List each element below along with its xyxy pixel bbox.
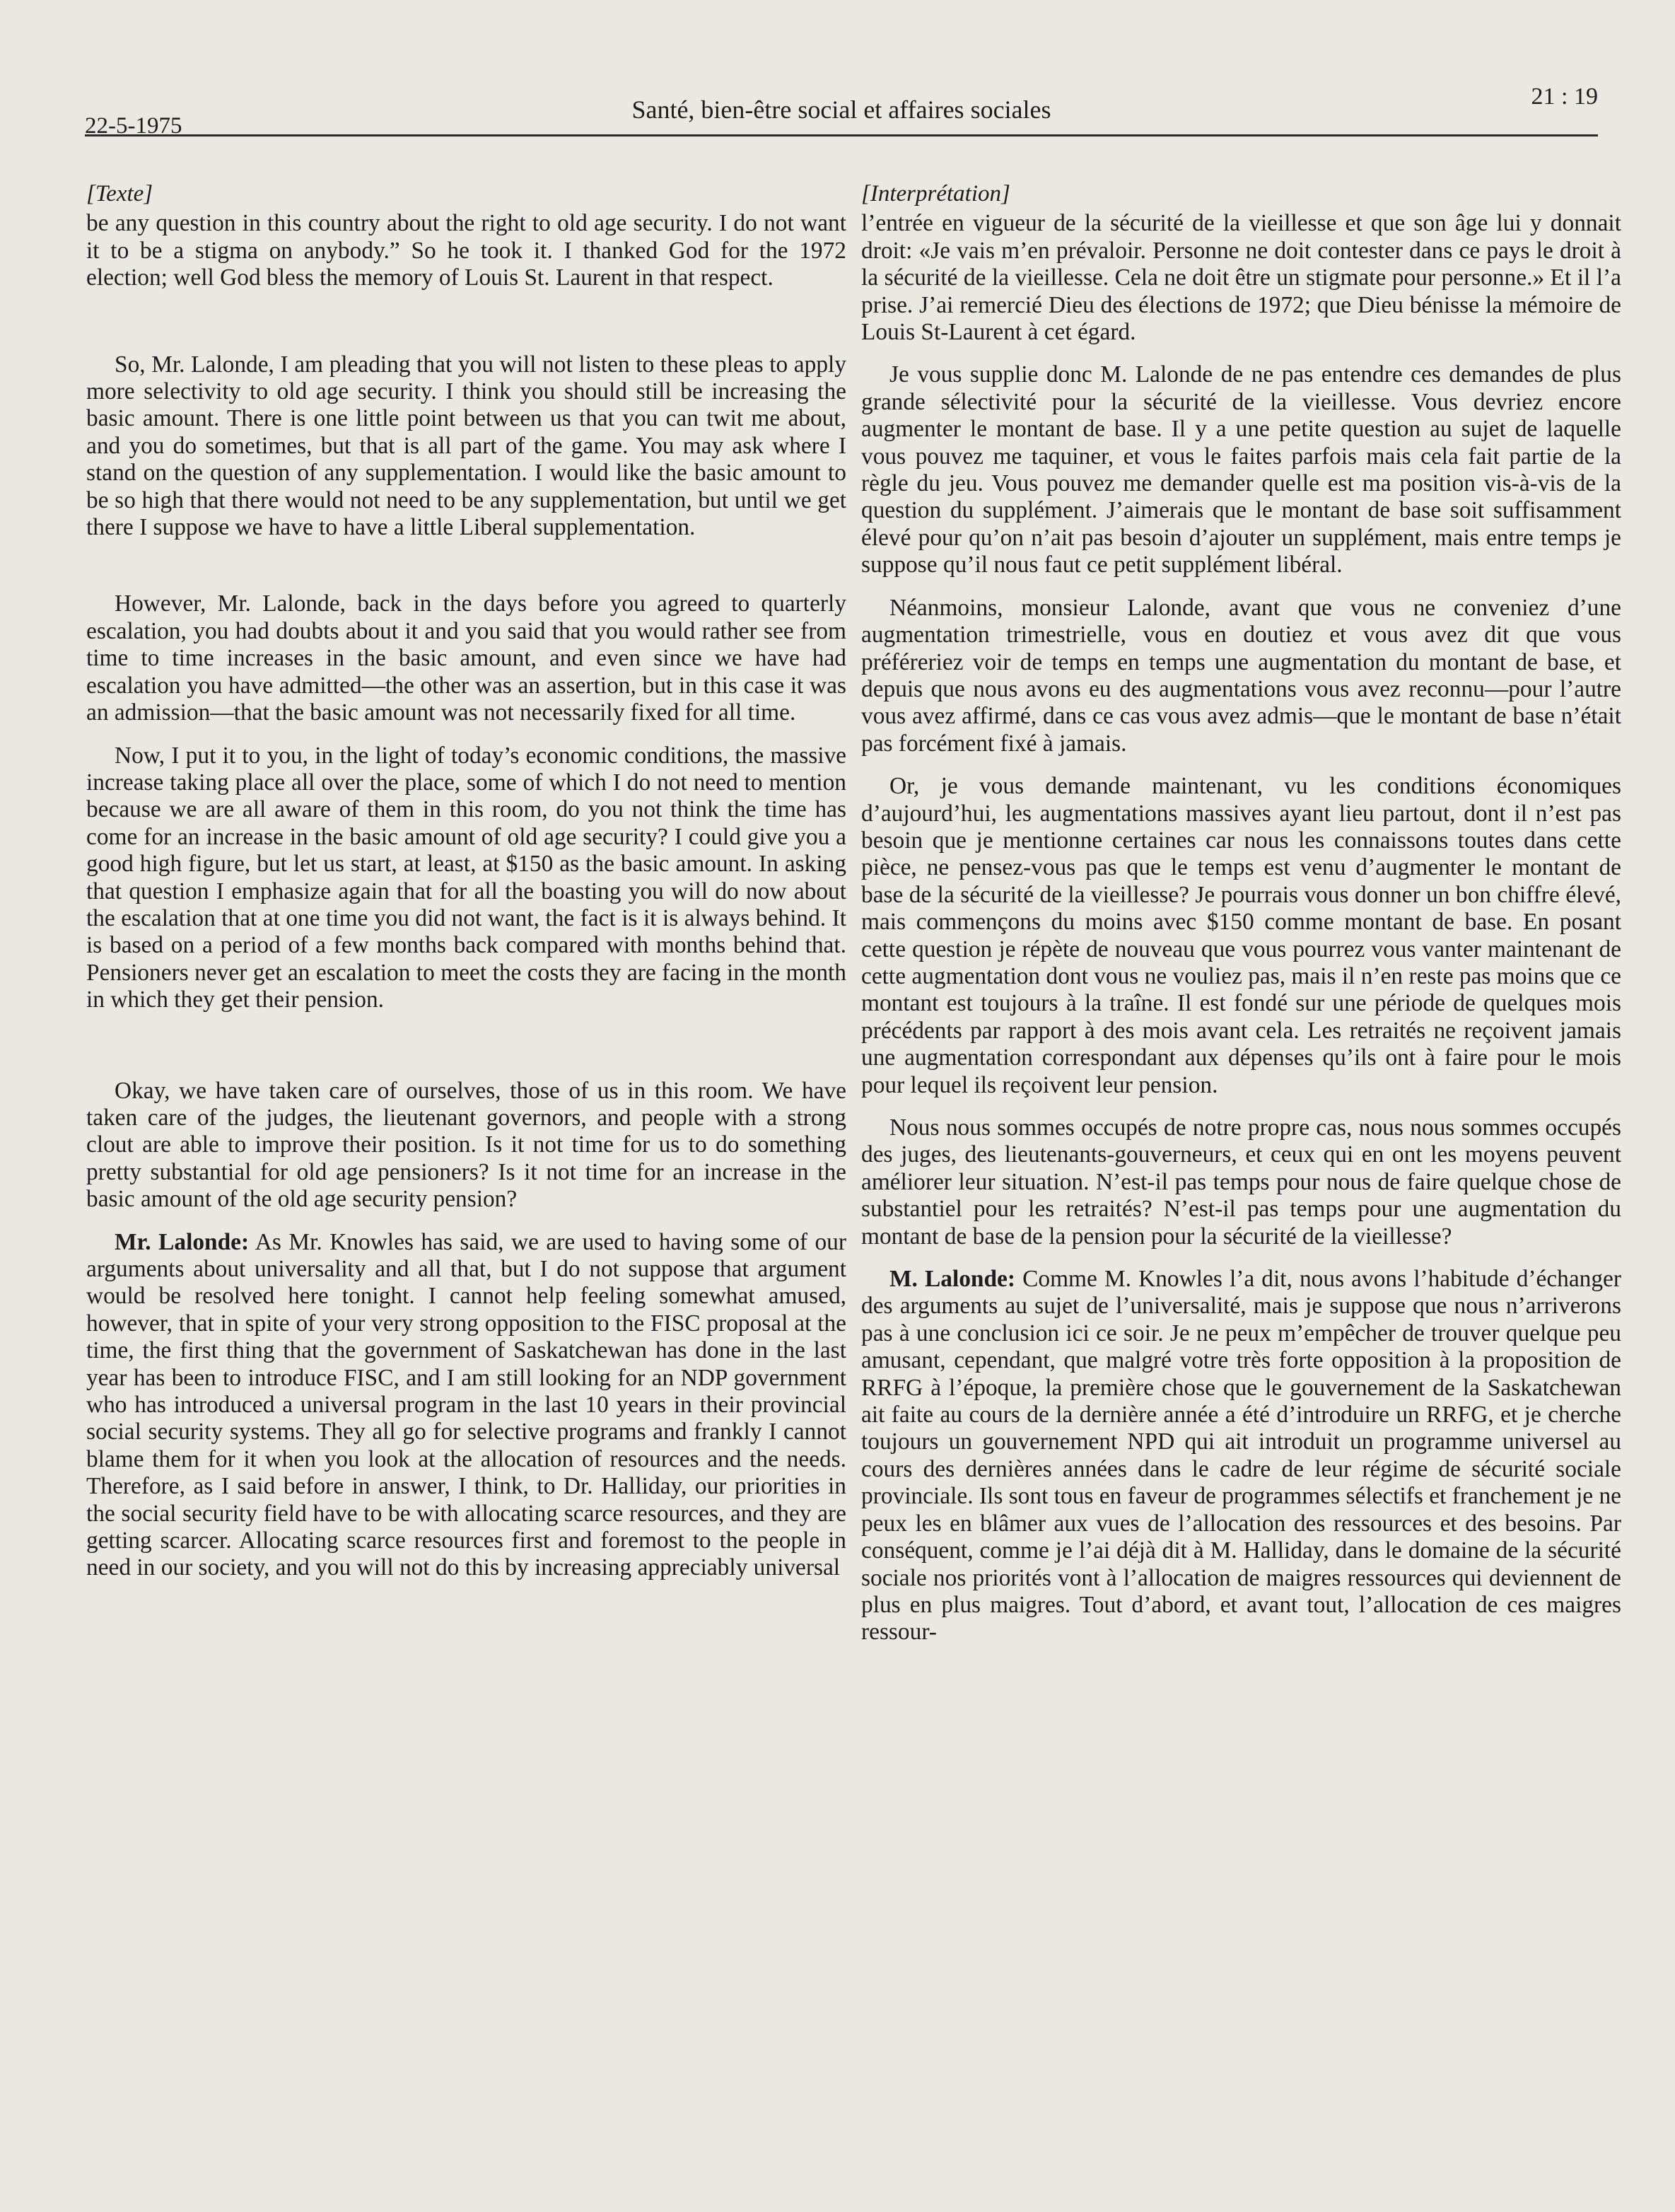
paragraph: be any question in this country about the right to old age security. I do not want it to be a stigma on anybody.” So he took it. I thanked God for the 1972 election; well God bless the memory of Louis St. Laurent in that respect.: [86, 210, 846, 291]
paragraph: Or, je vous demande maintenant, vu les conditions économiques d’aujourd’hui, les augmentations massives ayant lieu partout, dont il n’est pas besoin que je mentionne certaines car nous les connaissons toutes dans cette pièce, ne pensez-vous pas que le temps est venu d’augmenter le montant de base de la sécurité de la vieillesse? Je pourrais vous donner un bon chiffre élevé, mais commençons du moins avec $150 comme montant de base. En posant cette question je répète de nouveau que vous pourrez vous vanter maintenant de cette augmentation dont vous ne vouliez pas, mais il n’en reste pas moins que ce montant est toujours à la traîne. Il est fondé sur une période de quelques mois précédents par rapport à des mois avant cela. Les retraités ne reçoivent jamais une augmentation correspondant aux dépenses qu’ils ont à faire pour le mois pour lequel ils reçoivent leur pension.: [861, 773, 1621, 1098]
header-title: Santé, bien-être social et affaires sociales: [631, 95, 1051, 124]
header-date: 22-5-1975: [85, 113, 182, 139]
paragraph: l’entrée en vigueur de la sécurité de la vieillesse et que son âge lui y donnait droit: «Je vais m’en prévaloir. Personne ne doit contester dans ce pays le droit à la sécurité de la vieillesse. Cela ne doit être un stigmate pour personne.» Et il l’a prise. J’ai remercié Dieu des élections de 1972; que Dieu bénisse la mémoire de Louis St-Laurent à cet égard.: [861, 210, 1621, 346]
spacer: [86, 1030, 846, 1078]
speaker-name: M. Lalonde:: [889, 1266, 1015, 1293]
paragraph: Nous nous sommes occupés de notre propre cas, nous nous sommes occupés des juges, des lieutenants-gouverneurs, et ceux qui en ont les moyens peuvent améliorer leur situation. N’est-il pas temps pour nous de faire quelque chose de substantiel pour les retraités? N’est-il pas temps pour une augmentation du montant de base de la pension pour la sécurité de la vieillesse?: [861, 1114, 1621, 1250]
paragraph: So, Mr. Lalonde, I am pleading that you will not listen to these pleas to apply more selectivity to old age security. I think you should still be increasing the basic amount. There is one little point between us that you can twit me about, and you do sometimes, but that is all part of the game. You may ask where I stand on the question of any supplementation. I would like the basic amount to be so high that there would not need to be any supplementation, but until we get there I suppose we have to have a little Liberal supplementation.: [86, 351, 846, 541]
paragraph: However, Mr. Lalonde, back in the days before you agreed to quarterly escalation, you had doubts about it and you said that you would rather see from time to time increases in the basic amount, and even since we have had escalation you have admitted—the other was an assertion, but in this case it was an admission—that the basic amount was not necessarily fixed for all time.: [86, 590, 846, 726]
spacer: [86, 308, 846, 351]
paragraph: Okay, we have taken care of ourselves, those of us in this room. We have taken care of the judges, the lieutenant governors, and people with a strong clout are able to improve their position. Is it not time for us to do something pretty substantial for old age pensioners? Is it not time for an increase in the basic amount of the old age security pension?: [86, 1077, 846, 1213]
speaker-text: Comme M. Knowles l’a dit, nous avons l’habitude d’échanger des arguments au sujet de l’universalité, mais je suppose que nous n’arriverons pas à une conclusion ici ce soir. Je ne peux m’empêcher de trouver quelque peu amusant, cependant, que malgré votre très forte opposition à la proposition de RRFG à l’époque, la première chose que le gouvernement de la Saskatchewan ait faite au cours de la dernière année a été d’introduire un RRFG, et je cherche toujours un gouvernement NPD qui ait introduit un programme universel au cours des dernières années dans le cadre de leur régime de sécurité sociale provinciale. Ils sont tous en faveur de programmes sélectifs et franchement je ne peux les en blâmer aux vues de l’allocation des ressources et des besoins. Par conséquent, comme je l’ai déjà dit à M. Halliday, dans le domaine de la sécurité sociale nos priorités vont à l’allocation de maigres ressources qui deviennent de plus en plus maigres. Tout d’abord, et avant tout, l’allocation de ces maigres ressour-: [861, 1266, 1621, 1646]
spacer: [86, 557, 846, 590]
language-label: [Interprétation]: [861, 181, 1010, 206]
paragraph: [86, 1229, 846, 1582]
paragraph: Now, I put it to you, in the light of today’s economic conditions, the massive increase taking place all over the place, some of which I do not need to mention because we are all aware of them in this room, do you not think the time has come for an increase in the basic amount of old age security? I could give you a good high figure, but let us start, at least, at $150 as the basic amount. In asking that question I emphasize again that for all the boasting you will do now about the escalation that at one time you did not want, the fact is it is always behind. It is based on a period of a few months back compared with months behind that. Pensioners never get an escalation to meet the costs they are facing in the month in which they get their pension.: [86, 742, 846, 1013]
page-header: [85, 83, 1598, 139]
paragraph: Néanmoins, monsieur Lalonde, avant que vous ne conveniez d’une augmentation trimestrielle, vous en doutiez et vous avez dit que vous préféreriez voir de temps en temps une augmentation du montant de base, et depuis que nous avons eu des augmentations vous avez reconnu—pour l’autre vous avez affirmé, dans ce cas vous avez admis—que le montant de base n’était pas forcément fixé à jamais.: [861, 594, 1621, 757]
paragraph: [861, 1266, 1621, 1646]
header-page-number: 21 : 19: [1531, 83, 1598, 110]
speaker-text: As Mr. Knowles has said, we are used to having some of our arguments about universality and all that, but I do not suppose that argument would be resolved here tonight. I cannot help feeling somewhat amused, however, that in spite of your very strong opposition to the FISC proposal at the time, the first thing that the government of Saskatchewan has done in the last year has been to introduce FISC, and I am still looking for an NDP government who has introduced a universal program in the last 10 years in their provincial social security systems. They all go for selective programs and frankly I cannot blame them for it when you look at the allocation of resources and the needs. Therefore, as I said before in answer, I think, to Dr. Halliday, our priorities in the social security field have to be with allocating scarce resources, and they are getting scarcer. Allocating scarce resources first and foremost to the people in need in our society, and you will not do this by increasing appreciably universal: [86, 1228, 846, 1581]
french-column: [861, 180, 1621, 1662]
speaker-name: Mr. Lalonde:: [115, 1228, 250, 1255]
paragraph: Je vous supplie donc M. Lalonde de ne pas entendre ces demandes de plus grande sélectivité pour la sécurité de la vieillesse. Vous devriez encore augmenter le montant de base. Il y a une petite question au sujet de laquelle vous pouvez me taquiner, et vous le faites parfois mais cela fait partie de la règle du jeu. Vous pouvez me demander quelle est ma position vis-à-vis de la question du supplément. J’aimerais que le montant de base soit suffisamment élevé pour qu’on n’ait pas besoin d’ajouter un supplément, mais entre temps je suppose qu’il nous faut ce petit supplément libéral.: [861, 361, 1621, 578]
english-column: [86, 180, 846, 1597]
language-label: [Texte]: [86, 181, 153, 206]
